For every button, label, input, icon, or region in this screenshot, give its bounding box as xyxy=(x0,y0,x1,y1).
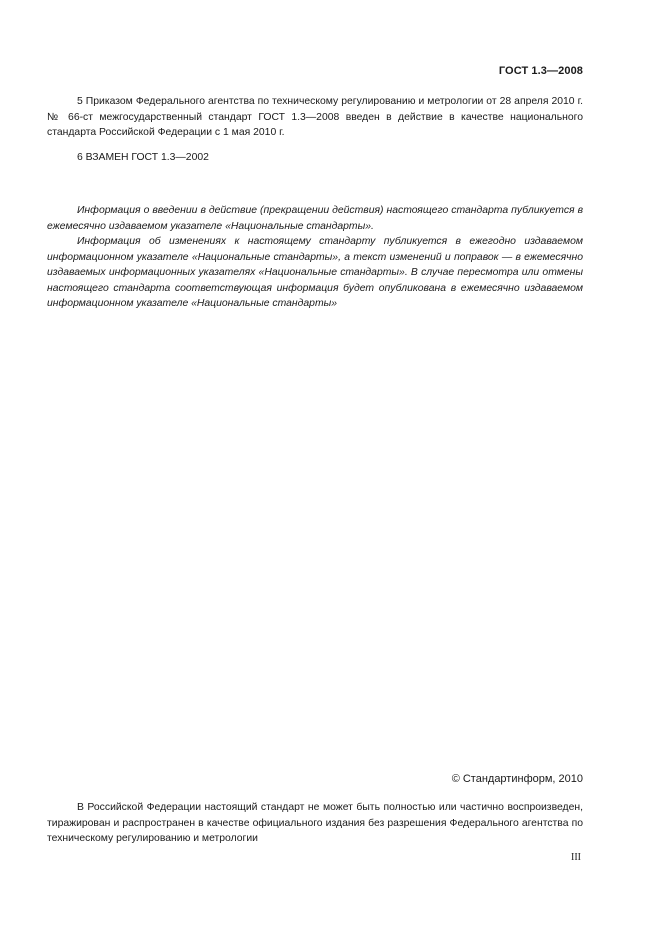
reproduction-notice-text: В Российской Федерации настоящий стандарт не может быть полностью или частично воспроизведен, тиражирован и распространен в качестве официального издания без разрешения Федерального агентства по техническому регулированию и метрологии xyxy=(47,802,583,844)
publication-info-section xyxy=(47,203,583,312)
item-6-text: 6 ВЗАМЕН ГОСТ 1.3—2002 xyxy=(77,152,209,163)
page-number: III xyxy=(571,852,581,863)
item-6-section xyxy=(47,150,583,166)
item-5-section xyxy=(47,94,583,141)
reproduction-notice xyxy=(47,800,583,847)
copyright-line: © Стандартинформ, 2010 xyxy=(451,773,583,785)
document-code-header: ГОСТ 1.3—2008 xyxy=(498,65,583,77)
info-paragraph-2: Информация об изменениях к настоящему стандарту публикуется в ежегодно издаваемом информационном указателе «Национальные стандарты», а текст изменений и поправок — в ежемесячно издаваемых информационных указателях «Национальные стандарты». В случае пересмотра или отмены настоящего стандарта соответствующая информация будет опубликована в ежемесячно издаваемом информационном указателе «Национальные стандарты» xyxy=(47,236,583,309)
item-5-text: 5 Приказом Федерального агентства по техническому регулированию и метрологии от 28 апреля 2010 г. № 66-ст межгосударственный стандарт ГОСТ 1.3—2008 введен в действие в качестве национального стандарта Российской Федерации с 1 мая 2010 г. xyxy=(47,96,583,138)
info-paragraph-1: Информация о введении в действие (прекращении действия) настоящего стандарта публикуется в ежемесячно издаваемом указателе «Национальные стандарты». xyxy=(47,205,583,232)
